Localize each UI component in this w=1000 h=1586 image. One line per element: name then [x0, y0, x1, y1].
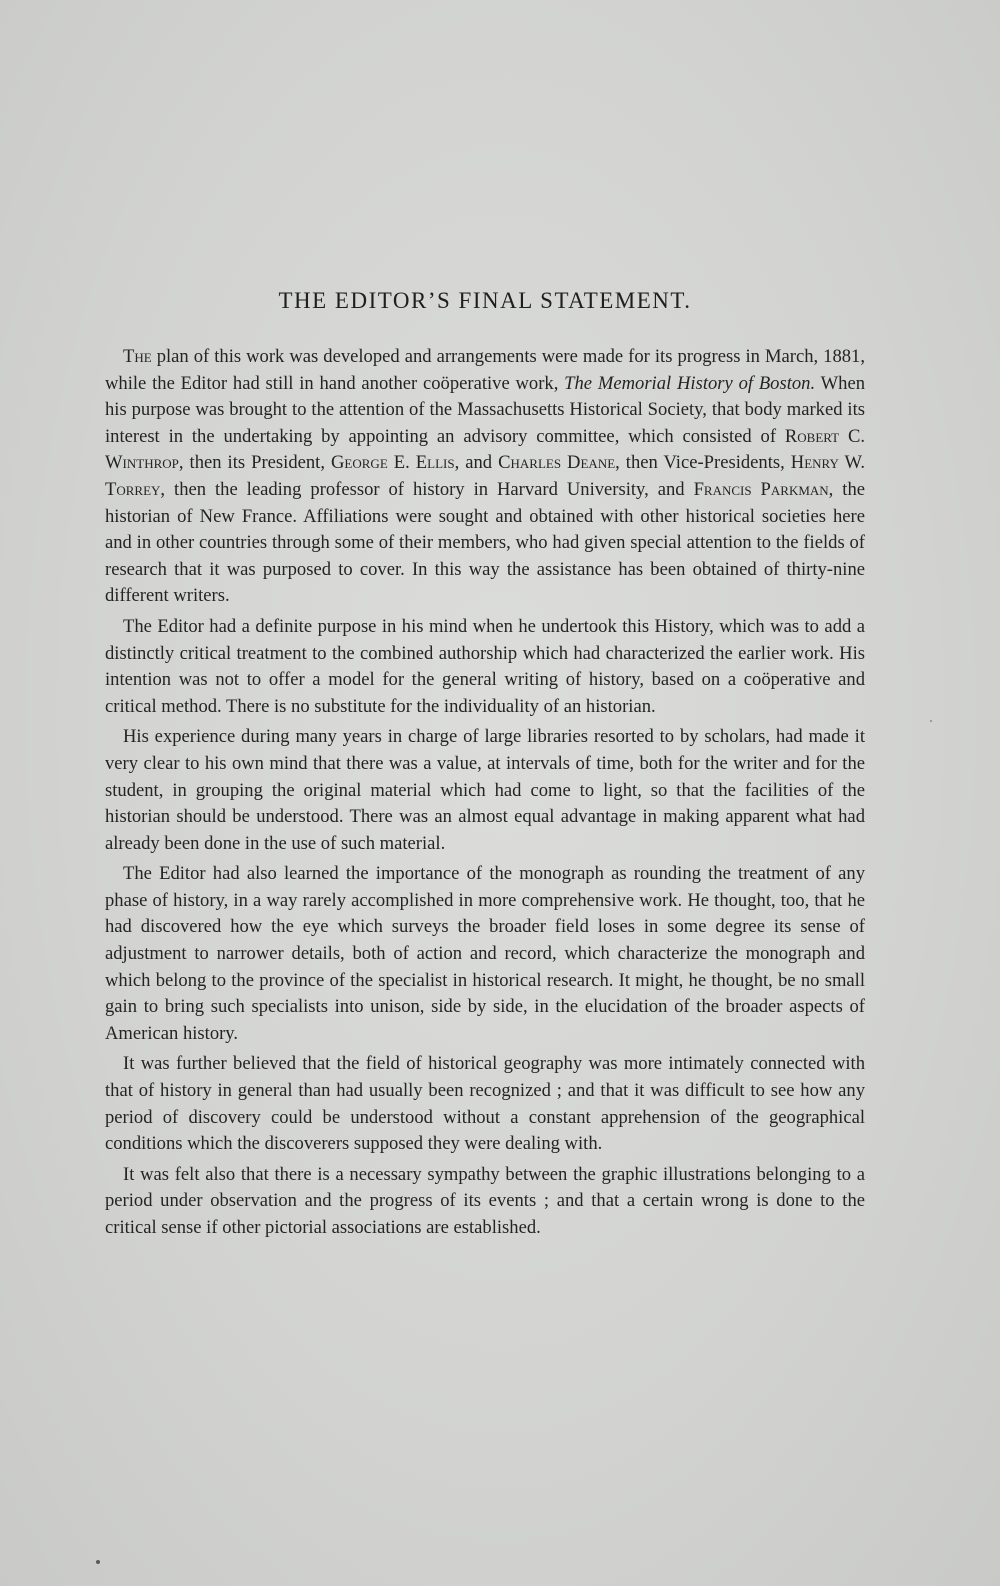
scan-speck — [930, 720, 932, 722]
paragraph-list — [105, 344, 865, 1242]
body-paragraph — [105, 861, 865, 1047]
small-caps-text: George E. Ellis — [331, 452, 455, 474]
page-body — [105, 288, 865, 1246]
paragraph-text: The Editor had a definite purpose in his mind when he undertook this History, which was to add a distinctly critical treatment to the combined authorship which had characterized the earlier work. His intention was not to offer a model for the general writing of history, based on a coöperative and critical method. There is no substitute for the individuality of an historian. — [105, 615, 865, 717]
book-title-text: The Memorial History of Boston. — [564, 372, 816, 394]
paragraph-text: When his purpose was brought to the attention of the Massachusetts Historical Society, that body marked its interest in the undertaking by appointing an advisory committee, which consisted of — [105, 372, 865, 447]
small-caps-text: Henry W. Torrey — [105, 452, 866, 500]
paragraph-text: His experience during many years in charge of large libraries resorted to by scholars, had made it very clear to his own mind that there was a value, at intervals of time, both for the writer and for the student, in grouping the original material which had come to light, so that the facilities of the historian should be understood. There was an almost equal advantage in making apparent what had already been done in the use of such material. — [105, 726, 865, 854]
body-paragraph — [105, 724, 865, 857]
paragraph-text: It was further believed that the field of historical geography was more intimately connected with that of history in general than had usually been recognized ; and that it was difficult to see how any period of discovery could be understood without a constant apprehension of the geographical conditions which the discoverers supposed they were dealing with. — [105, 1053, 865, 1155]
small-caps-text: The — [123, 346, 152, 367]
paragraph-text: , then its President, — [178, 452, 331, 474]
page-title: THE EDITOR’S FINAL STATEMENT. — [278, 288, 692, 313]
paragraph-text: , then the leading professor of history in Harvard University, and — [160, 478, 694, 500]
small-caps-text: Charles Deane — [498, 452, 616, 474]
small-caps-text: Robert C. Winthrop — [105, 425, 865, 474]
paragraph-text: , and — [454, 452, 499, 474]
paragraph-text: plan of this work was developed and arrangements were made for its progress in March, 1881, while the Editor had still in hand another coöperative work, — [105, 346, 865, 394]
body-paragraph — [105, 1051, 865, 1157]
paragraph-text: , then Vice-Presidents, — [615, 452, 791, 474]
small-caps-text: Francis Parkman — [693, 478, 829, 500]
body-paragraph — [105, 1162, 865, 1242]
body-paragraph — [105, 614, 865, 720]
paragraph-text: , the historian of New France. Affiliations were sought and obtained with other historical societies here and in other countries through some of their members, who had given special attention to the fields of research that it was purposed to cover. In this way the assistance has been obtained of thirty-nine different writers. — [105, 478, 865, 607]
scan-speck — [96, 1560, 100, 1564]
paragraph-text: The Editor had also learned the importance of the monograph as rounding the treatment of any phase of history, in a way rarely accomplished in more comprehensive work. He thought, too, that he had discovered how the eye which surveys the broader field loses in some degree its sense of adjustment to narrower details, both of action and record, which characterize the monograph and which belong to the province of the specialist in historical research. It might, he thought, be no small gain to bring such specialists into unison, side by side, in the elucidation of the broader aspects of American history. — [105, 863, 865, 1044]
body-paragraph — [105, 344, 865, 610]
paragraph-text: It was felt also that there is a necessary sympathy between the graphic illustrations belonging to a period under observation and the progress of its events ; and that a certain wrong is done to the critical sense if other pictorial associations are established. — [105, 1163, 865, 1238]
